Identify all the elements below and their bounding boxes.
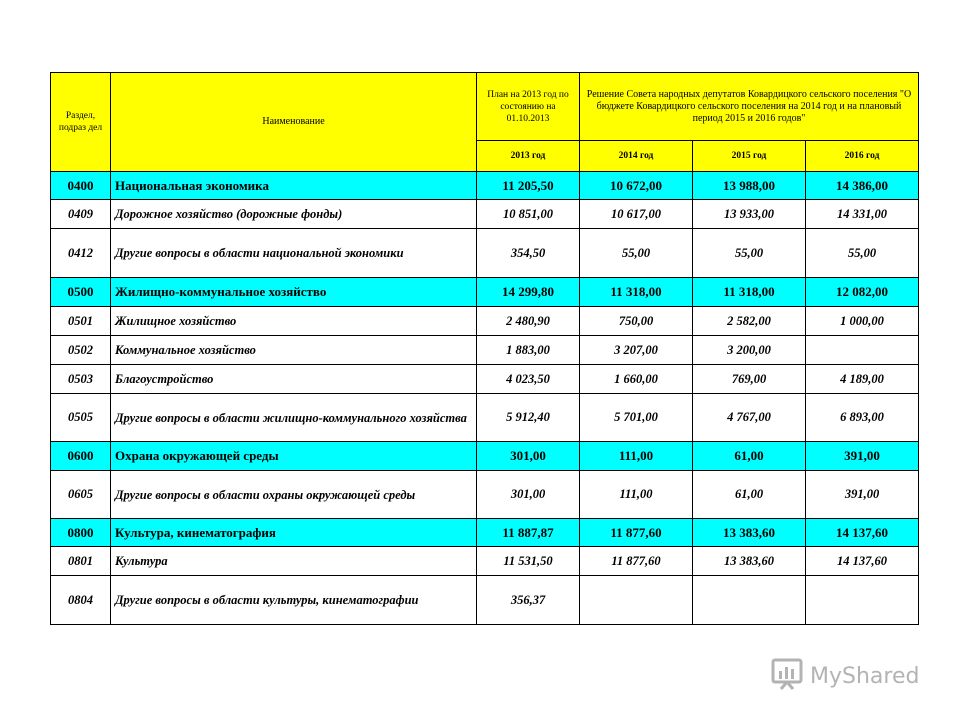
budget-table [50, 72, 919, 625]
row-code: 0804 [51, 576, 111, 625]
row-code: 0502 [51, 336, 111, 365]
table-row [51, 442, 919, 471]
row-value-2013: 10 851,00 [477, 200, 580, 229]
row-value-2016: 55,00 [806, 229, 919, 278]
table-row [51, 278, 919, 307]
row-value-2015: 13 988,00 [693, 172, 806, 200]
row-code: 0503 [51, 365, 111, 394]
header-decision: Решение Совета народных депутатов Ковардицкого сельского поселения "О бюджете Ковардицкого сельского поселения на 2014 год и на плановый период 2015 и 2016 годов" [580, 73, 919, 141]
row-value-2014: 10 672,00 [580, 172, 693, 200]
row-code: 0600 [51, 442, 111, 471]
row-name: Жилищно-коммунальное хозяйство [111, 278, 477, 307]
row-name: Другие вопросы в области национальной экономики [111, 229, 477, 278]
row-value-2015: 61,00 [693, 442, 806, 471]
row-value-2016: 391,00 [806, 471, 919, 519]
row-value-2014: 1 660,00 [580, 365, 693, 394]
row-value-2016: 1 000,00 [806, 307, 919, 336]
row-value-2013: 5 912,40 [477, 394, 580, 442]
row-value-2015: 13 383,60 [693, 547, 806, 576]
table-row [51, 365, 919, 394]
row-value-2014: 750,00 [580, 307, 693, 336]
row-value-2015: 2 582,00 [693, 307, 806, 336]
header-year: 2016 год [806, 141, 919, 172]
row-code: 0501 [51, 307, 111, 336]
row-value-2016: 12 082,00 [806, 278, 919, 307]
row-value-2016: 4 189,00 [806, 365, 919, 394]
row-code: 0800 [51, 519, 111, 547]
row-code: 0500 [51, 278, 111, 307]
table-row [51, 229, 919, 278]
row-code: 0409 [51, 200, 111, 229]
row-value-2016: 6 893,00 [806, 394, 919, 442]
table-row [51, 307, 919, 336]
row-value-2016: 14 137,60 [806, 547, 919, 576]
row-value-2014: 3 207,00 [580, 336, 693, 365]
table-row [51, 519, 919, 547]
row-name: Охрана окружающей среды [111, 442, 477, 471]
header-code: Раздел, подраз дел [51, 73, 111, 172]
header-year: 2014 год [580, 141, 693, 172]
header-name: Наименование [111, 73, 477, 172]
row-name: Жилищное хозяйство [111, 307, 477, 336]
row-code: 0801 [51, 547, 111, 576]
row-value-2014: 111,00 [580, 471, 693, 519]
row-code: 0412 [51, 229, 111, 278]
row-value-2013: 11 887,87 [477, 519, 580, 547]
row-value-2014: 55,00 [580, 229, 693, 278]
header-plan: План на 2013 год по состоянию на 01.10.2013 [477, 73, 580, 141]
row-name: Другие вопросы в области охраны окружающей среды [111, 471, 477, 519]
watermark [770, 660, 919, 692]
row-value-2015: 61,00 [693, 471, 806, 519]
row-value-2014: 111,00 [580, 442, 693, 471]
row-value-2015: 13 933,00 [693, 200, 806, 229]
row-value-2015 [693, 576, 806, 625]
row-value-2014: 11 877,60 [580, 519, 693, 547]
row-value-2014: 5 701,00 [580, 394, 693, 442]
row-name: Культура, кинематография [111, 519, 477, 547]
row-name: Другие вопросы в области культуры, кинематографии [111, 576, 477, 625]
table-row [51, 172, 919, 200]
row-value-2016: 14 137,60 [806, 519, 919, 547]
row-value-2016 [806, 336, 919, 365]
header-year: 2015 год [693, 141, 806, 172]
row-value-2016: 14 331,00 [806, 200, 919, 229]
row-value-2014 [580, 576, 693, 625]
table-row [51, 547, 919, 576]
row-value-2016: 391,00 [806, 442, 919, 471]
row-name: Другие вопросы в области жилищно-коммунального хозяйства [111, 394, 477, 442]
row-value-2013: 11 531,50 [477, 547, 580, 576]
row-name: Благоустройство [111, 365, 477, 394]
row-value-2015: 769,00 [693, 365, 806, 394]
row-code: 0505 [51, 394, 111, 442]
row-value-2013: 1 883,00 [477, 336, 580, 365]
row-value-2013: 14 299,80 [477, 278, 580, 307]
row-value-2016: 14 386,00 [806, 172, 919, 200]
header-year: 2013 год [477, 141, 580, 172]
row-value-2013: 301,00 [477, 471, 580, 519]
row-value-2013: 354,50 [477, 229, 580, 278]
row-value-2013: 11 205,50 [477, 172, 580, 200]
row-value-2015: 55,00 [693, 229, 806, 278]
table-row [51, 200, 919, 229]
row-code: 0400 [51, 172, 111, 200]
row-value-2015: 13 383,60 [693, 519, 806, 547]
row-name: Национальная экономика [111, 172, 477, 200]
row-name: Коммунальное хозяйство [111, 336, 477, 365]
row-value-2015: 4 767,00 [693, 394, 806, 442]
table-row [51, 336, 919, 365]
row-value-2015: 3 200,00 [693, 336, 806, 365]
header-row [51, 73, 919, 141]
row-name: Культура [111, 547, 477, 576]
row-value-2013: 4 023,50 [477, 365, 580, 394]
table-row [51, 576, 919, 625]
table-row [51, 394, 919, 442]
table-row [51, 471, 919, 519]
row-value-2014: 11 318,00 [580, 278, 693, 307]
row-value-2014: 11 877,60 [580, 547, 693, 576]
watermark-text: MyShared [810, 663, 920, 689]
row-code: 0605 [51, 471, 111, 519]
presentation-icon [770, 658, 804, 695]
row-value-2014: 10 617,00 [580, 200, 693, 229]
row-name: Дорожное хозяйство (дорожные фонды) [111, 200, 477, 229]
row-value-2013: 2 480,90 [477, 307, 580, 336]
row-value-2015: 11 318,00 [693, 278, 806, 307]
row-value-2016 [806, 576, 919, 625]
row-value-2013: 301,00 [477, 442, 580, 471]
row-value-2013: 356,37 [477, 576, 580, 625]
